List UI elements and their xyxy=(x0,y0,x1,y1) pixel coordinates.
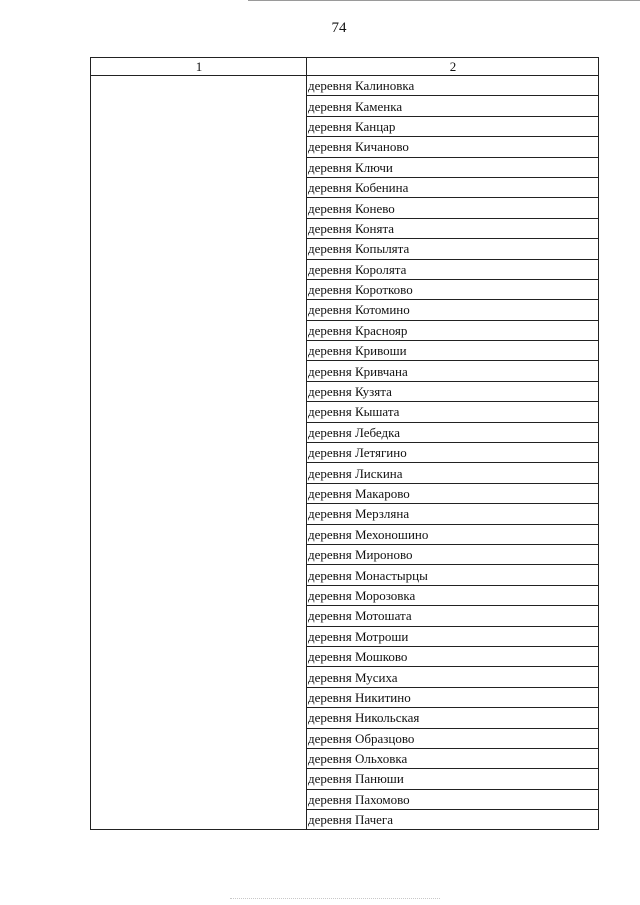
settlement-name-cell: деревня Монастырцы xyxy=(307,565,599,585)
settlement-name-cell: деревня Мотошата xyxy=(307,606,599,626)
settlement-name-cell: деревня Летягино xyxy=(307,443,599,463)
settlement-name-cell: деревня Пачега xyxy=(307,810,599,830)
column-header-2: 2 xyxy=(307,58,599,76)
settlement-name-cell: деревня Мехоношино xyxy=(307,524,599,544)
settlement-name-cell: деревня Кривоши xyxy=(307,341,599,361)
settlement-name-cell: деревня Мотроши xyxy=(307,626,599,646)
table-body xyxy=(91,76,599,830)
settlement-name-cell: деревня Кривчана xyxy=(307,361,599,381)
settlement-name-cell: деревня Копылята xyxy=(307,239,599,259)
page-top-edge xyxy=(248,0,640,3)
settlement-name-cell: деревня Кузята xyxy=(307,381,599,401)
settlements-table xyxy=(90,57,599,830)
settlement-name-cell: деревня Конята xyxy=(307,218,599,238)
settlement-name-cell: деревня Мошково xyxy=(307,646,599,666)
settlement-name-cell: деревня Королята xyxy=(307,259,599,279)
settlement-name-cell: деревня Мусиха xyxy=(307,667,599,687)
scan-artifact xyxy=(230,898,440,903)
settlement-name-cell: деревня Краснояр xyxy=(307,320,599,340)
column-1-merged-cell xyxy=(91,76,307,830)
settlement-name-cell: деревня Канцар xyxy=(307,116,599,136)
settlement-name-cell: деревня Никитино xyxy=(307,687,599,707)
page-number: 74 xyxy=(331,20,347,36)
settlement-name-cell: деревня Коротково xyxy=(307,279,599,299)
settlement-name-cell: деревня Кышата xyxy=(307,402,599,422)
table-row xyxy=(91,76,599,96)
settlement-name-cell: деревня Лебедка xyxy=(307,422,599,442)
settlement-name-cell: деревня Образцово xyxy=(307,728,599,748)
settlement-name-cell: деревня Калиновка xyxy=(307,76,599,96)
settlement-name-cell: деревня Морозовка xyxy=(307,585,599,605)
column-header-1: 1 xyxy=(91,58,307,76)
settlement-name-cell: деревня Конево xyxy=(307,198,599,218)
settlement-name-cell: деревня Котомино xyxy=(307,300,599,320)
settlement-name-cell: деревня Мироново xyxy=(307,544,599,564)
settlement-name-cell: деревня Ключи xyxy=(307,157,599,177)
settlement-name-cell: деревня Никольская xyxy=(307,708,599,728)
settlement-name-cell: деревня Каменка xyxy=(307,96,599,116)
table-header-row xyxy=(91,58,599,76)
settlement-name-cell: деревня Пахомово xyxy=(307,789,599,809)
settlement-name-cell: деревня Кичаново xyxy=(307,137,599,157)
settlement-name-cell: деревня Мерзляна xyxy=(307,504,599,524)
settlement-name-cell: деревня Панюши xyxy=(307,769,599,789)
settlement-name-cell: деревня Кобенина xyxy=(307,177,599,197)
settlement-name-cell: деревня Ольховка xyxy=(307,748,599,768)
settlement-name-cell: деревня Лискина xyxy=(307,463,599,483)
settlement-name-cell: деревня Макарово xyxy=(307,483,599,503)
